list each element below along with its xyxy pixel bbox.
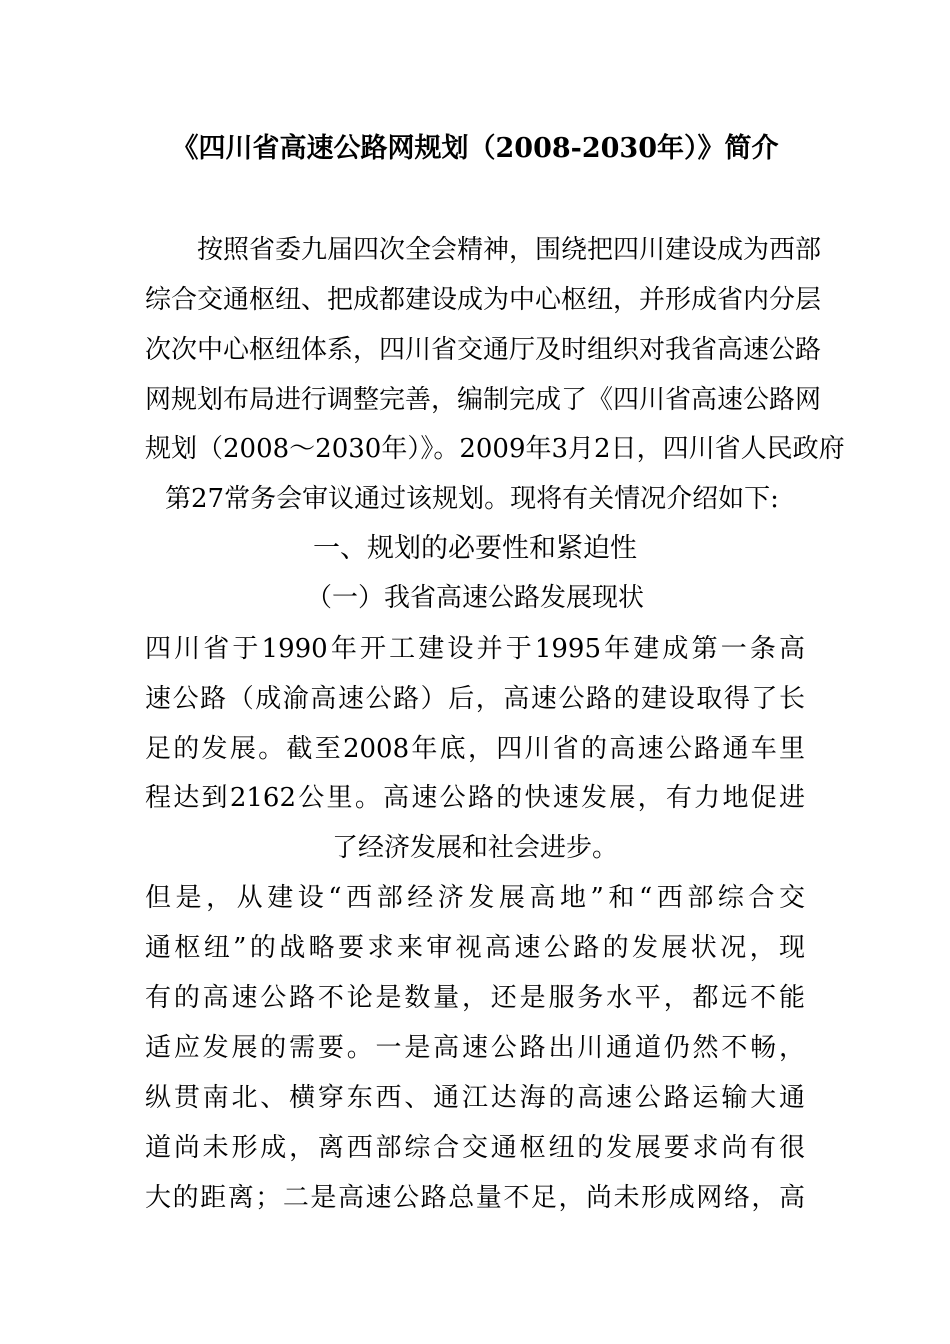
para3-line-3: 有的高速公路不论是数量，还是服务水平，都远不能 <box>145 983 805 1013</box>
para2-line-2: 速公路（成渝高速公路）后，高速公路的建设取得了长 <box>145 684 805 714</box>
subsection-heading-1: （一）我省高速公路发展现状 <box>305 583 644 613</box>
para3-line-6: 道尚未形成，离西部综合交通枢纽的发展要求尚有很 <box>145 1133 805 1163</box>
intro-line-4: 网规划布局进行调整完善，编制完成了《四川省高速公路网 <box>145 385 822 415</box>
intro-line-5: 规划（2008～2030年）》。2009年3月2日，四川省人民政府 <box>145 434 845 464</box>
intro-line-6: 第27常务会审议通过该规划。现将有关情况介绍如下: <box>165 484 779 514</box>
para3-line-7: 大的距离；二是高速公路总量不足，尚未形成网络，高 <box>145 1183 805 1213</box>
para3-line-5: 纵贯南北、横穿东西、通江达海的高速公路运输大通 <box>145 1083 805 1113</box>
para3-line-4: 适应发展的需要。一是高速公路出川通道仍然不畅， <box>145 1033 805 1063</box>
para2-line-1: 四川省于1990年开工建设并于1995年建成第一条高 <box>145 634 805 664</box>
para3-line-1: 但是，从建设“西部经济发展高地”和“西部综合交 <box>145 883 805 913</box>
intro-line-2: 综合交通枢纽、把成都建设成为中心枢纽，并形成省内分层 <box>145 285 822 315</box>
intro-line-1: 按照省委九届四次全会精神，围绕把四川建设成为西部 <box>197 235 822 265</box>
para2-line-3: 足的发展。截至2008年底，四川省的高速公路通车里 <box>145 734 805 764</box>
document-title: 《四川省高速公路网规划（2008-2030年）》简介 <box>171 133 779 164</box>
intro-line-3: 次次中心枢纽体系，四川省交通厅及时组织对我省高速公路 <box>145 335 822 365</box>
para2-line-5: 了经济发展和社会进步。 <box>331 833 618 863</box>
para2-line-4: 程达到2162公里。高速公路的快速发展，有力地促进 <box>145 783 805 813</box>
para3-line-2: 通枢纽”的战略要求来审视高速公路的发展状况，现 <box>145 933 805 963</box>
section-heading-1: 一、规划的必要性和紧迫性 <box>313 533 637 564</box>
